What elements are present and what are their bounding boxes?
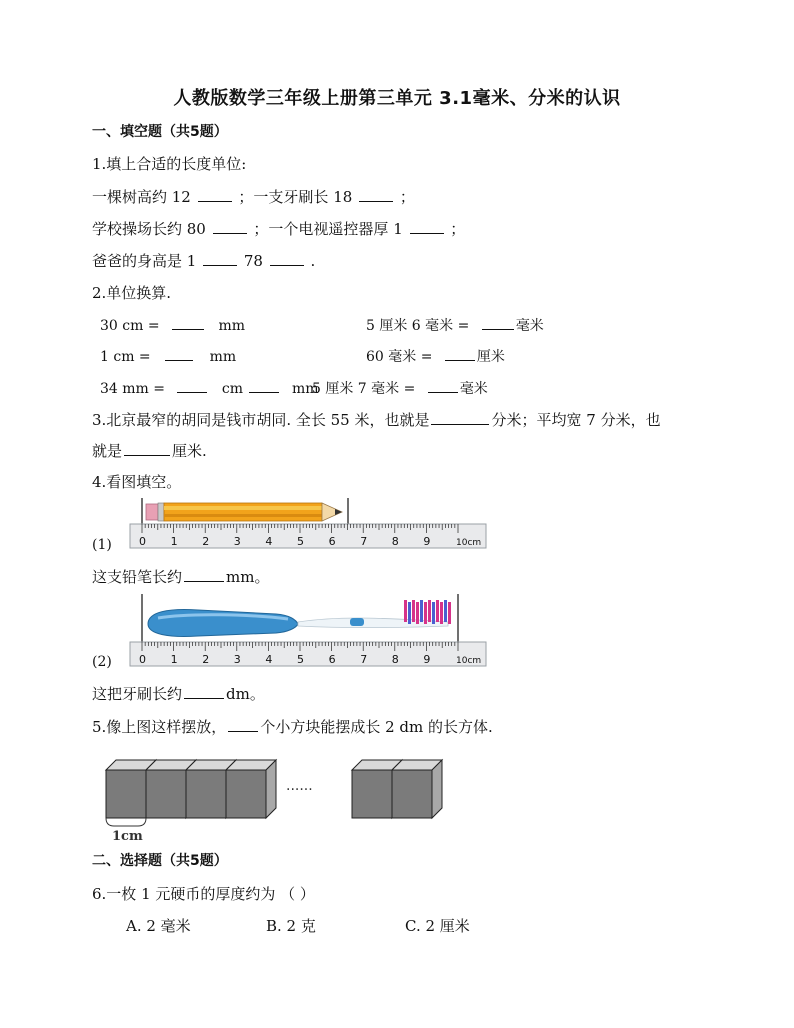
ruler-number: 4 — [265, 653, 273, 666]
option-c[interactable]: C. 2 厘米 — [405, 917, 470, 935]
bristle — [420, 600, 423, 622]
bristle — [448, 602, 451, 624]
q5-text-b: 个小方块能摆成长 2 dm 的长方体. — [260, 718, 493, 736]
q1-line2-text-b: ；一个电视遥控器厚 1 — [253, 220, 403, 238]
q1-line-3 — [92, 251, 315, 271]
cm-label: 1cm — [112, 829, 143, 844]
q1-line1-text-c: ； — [399, 188, 415, 206]
answer-blank[interactable] — [184, 684, 224, 699]
bristle — [440, 602, 443, 624]
answer-blank[interactable] — [270, 251, 304, 266]
q3-text-d: 厘米. — [172, 442, 207, 460]
q3-text-a: 3.北京最窄的胡同是钱市胡同. 全长 55 米，也就是 — [92, 411, 430, 429]
ruler-number: 3 — [233, 653, 241, 666]
q3-text-b: 分米；平均宽 7 分米，也 — [491, 411, 661, 429]
answer-blank[interactable] — [428, 378, 458, 393]
bristle — [432, 602, 435, 624]
answer-blank[interactable] — [172, 315, 204, 330]
cube-front — [106, 770, 146, 818]
option-b[interactable]: B. 2 克 — [266, 917, 316, 935]
pencil-ruler-figure — [128, 496, 490, 552]
ruler-icon — [130, 524, 486, 548]
q2-stem: 2.单位换算. — [92, 284, 172, 302]
q1-line2-text-a: 学校操场长约 80 — [92, 220, 206, 238]
q1-line3-text-b: 78 — [243, 252, 263, 270]
measure-bracket — [106, 818, 146, 826]
unit-text: mm — [209, 349, 237, 365]
cube-front — [186, 770, 226, 818]
unit-text: mm — [218, 318, 246, 334]
unit-text: mm — [291, 381, 319, 397]
conversion-text: 1 cm = — [100, 349, 151, 365]
ruler-number: 9 — [423, 535, 431, 548]
q1-line3-text-a: 爸爸的身高是 1 — [92, 252, 197, 270]
answer-text: 这把牙刷长约 — [92, 685, 183, 703]
ruler-number: 8 — [391, 535, 399, 548]
conversion-text: 5 厘米 7 毫米 = — [312, 381, 416, 397]
bristle — [428, 600, 431, 622]
answer-blank[interactable] — [359, 187, 393, 202]
q1-line-2 — [92, 219, 465, 239]
bristle — [404, 600, 407, 622]
answer-blank[interactable] — [228, 717, 258, 732]
q5-stem — [92, 717, 493, 737]
q1-line3-text-c: . — [310, 252, 316, 270]
cube-front — [392, 770, 432, 818]
q1-line-1 — [92, 187, 415, 207]
ruler-number: 6 — [328, 535, 336, 548]
q1-line1-text-b: ；一支牙刷长 18 — [238, 188, 353, 206]
conversion-row-3-right — [312, 378, 488, 398]
answer-blank[interactable] — [203, 251, 237, 266]
q3-line-1 — [92, 410, 661, 430]
cube-front — [226, 770, 266, 818]
ruler-number: 5 — [297, 653, 304, 666]
toothbrush-icon — [148, 600, 451, 637]
answer-blank[interactable] — [124, 441, 170, 456]
ellipsis-dots: ······ — [286, 782, 313, 798]
answer-blank[interactable] — [482, 315, 514, 330]
ruler-number: 0 — [139, 653, 146, 666]
toothbrush-ruler-figure — [128, 594, 490, 670]
answer-blank[interactable] — [198, 187, 232, 202]
ruler-number: 1 — [170, 535, 178, 548]
q1-line2-text-c: ； — [450, 220, 466, 238]
conversion-text: 60 毫米 = — [366, 349, 433, 365]
unit-text: 厘米 — [476, 349, 505, 365]
conversion-row-2-right — [366, 346, 505, 366]
unit-text: 毫米 — [515, 318, 544, 334]
ruler-icon — [130, 642, 486, 666]
ruler-number: 4 — [265, 535, 273, 548]
unit-text: cm — [221, 381, 244, 397]
ruler-number: 2 — [202, 535, 210, 548]
conversion-text: 30 cm = — [100, 318, 160, 334]
pencil-icon — [146, 503, 342, 521]
cube-front — [146, 770, 186, 818]
page-title: 人教版数学三年级上册第三单元 3.1毫米、分米的认识 — [173, 88, 621, 109]
answer-blank[interactable] — [177, 378, 207, 393]
ruler-number: 5 — [297, 535, 304, 548]
bristle — [412, 600, 415, 622]
cube-row — [106, 760, 442, 818]
figure-1-label: (1) — [92, 537, 112, 553]
answer-text: 这支铅笔长约 — [92, 568, 183, 586]
ruler-number: 10cm — [456, 656, 482, 666]
q3-line-2 — [92, 441, 207, 461]
bristle — [424, 602, 427, 624]
q4-stem: 4.看图填空。 — [92, 473, 182, 491]
cube-side — [432, 760, 442, 818]
answer-blank[interactable] — [431, 410, 489, 425]
bristle — [416, 602, 419, 624]
ruler-number: 10cm — [456, 538, 482, 548]
conversion-row-2-left — [100, 346, 236, 365]
cube-front — [352, 770, 392, 818]
answer-blank[interactable] — [213, 219, 247, 234]
ruler-number: 7 — [360, 535, 368, 548]
conversion-row-1-right — [366, 315, 544, 335]
figure-2-label: (2) — [92, 654, 112, 670]
answer-blank[interactable] — [184, 567, 224, 582]
ruler-number: 9 — [423, 653, 431, 666]
cube-side — [266, 760, 276, 818]
section-heading-choice: 二、选择题（共5题） — [92, 853, 228, 869]
unit-text: 毫米 — [459, 381, 488, 397]
conversion-text: 34 mm = — [100, 381, 165, 397]
q6-stem: 6.一枚 1 元硬币的厚度约为 （ ） — [92, 885, 315, 903]
conversion-row-1-left — [100, 315, 245, 334]
cube-blocks-figure — [100, 756, 444, 844]
answer-blank[interactable] — [165, 346, 193, 361]
bristle — [436, 600, 439, 622]
ruler-number: 1 — [170, 653, 178, 666]
q5-text-a: 5.像上图这样摆放， — [92, 718, 227, 736]
bristle — [408, 602, 411, 624]
answer-blank[interactable] — [445, 346, 475, 361]
unit-text: mm。 — [226, 568, 270, 586]
ruler-number: 6 — [328, 653, 336, 666]
q3-text-c: 就是 — [92, 442, 123, 460]
ruler-number: 2 — [202, 653, 210, 666]
ruler-number: 8 — [391, 653, 399, 666]
conversion-text: 5 厘米 6 毫米 = — [366, 318, 470, 334]
q4-answer-2 — [92, 684, 265, 704]
option-a[interactable]: A. 2 毫米 — [126, 917, 191, 935]
ruler-number: 7 — [360, 653, 368, 666]
section-heading-fill: 一、填空题（共5题） — [92, 124, 228, 140]
ruler-number: 0 — [139, 535, 146, 548]
conversion-row-3-left — [100, 378, 319, 397]
unit-text: dm。 — [226, 685, 265, 703]
ruler-number: 3 — [233, 535, 241, 548]
q1-stem: 1.填上合适的长度单位: — [92, 155, 247, 173]
bristle — [444, 600, 447, 622]
q4-answer-1 — [92, 567, 269, 587]
q1-line1-text-a: 一棵树高约 12 — [92, 188, 191, 206]
answer-blank[interactable] — [410, 219, 444, 234]
answer-blank[interactable] — [249, 378, 279, 393]
